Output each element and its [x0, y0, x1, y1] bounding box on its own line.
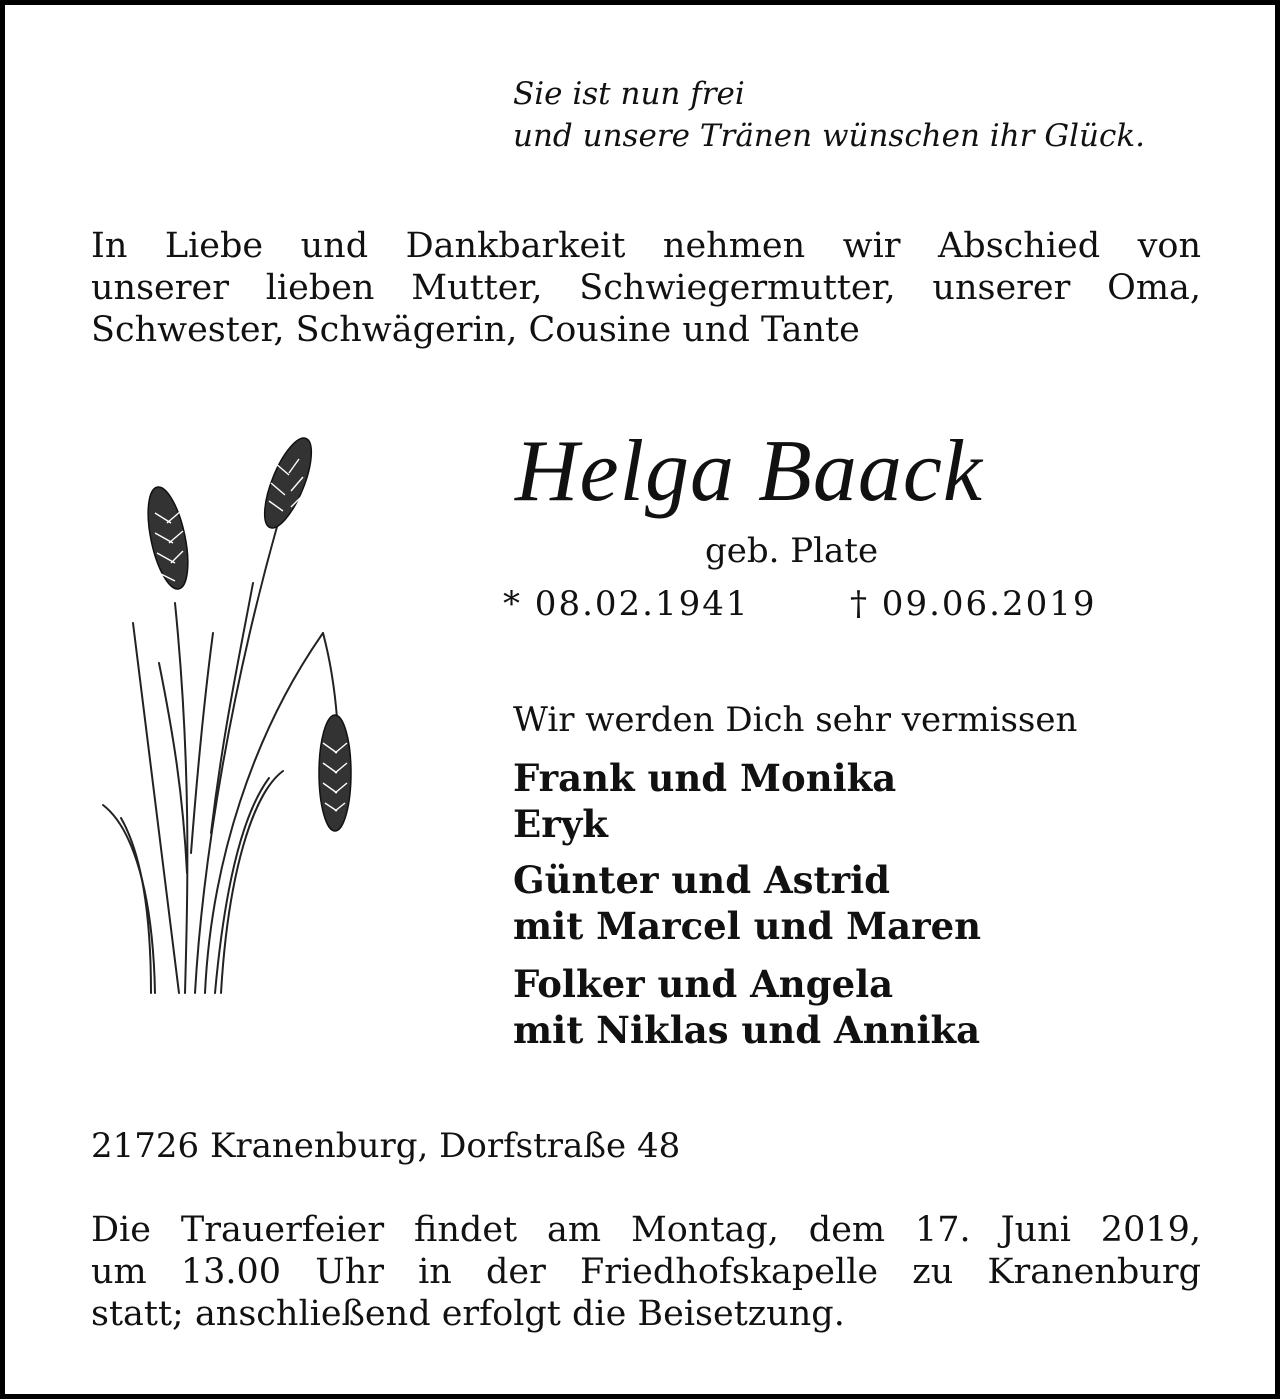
service-line-3: statt; anschließend erfolgt die Beisetzung.	[91, 1294, 845, 1334]
maiden-name: geb. Plate	[705, 531, 879, 571]
service-line-1: Die Trauerfeier findet am Montag, dem 17. Juni 2019,	[91, 1210, 1201, 1250]
mourner-group-1-line-2: Eryk	[513, 802, 608, 846]
service-line-2: um 13.00 Uhr in der Friedhofskapelle zu Kranenburg	[91, 1252, 1201, 1292]
service-text	[91, 1209, 1201, 1335]
intro-line-3: Schwester, Schwägerin, Cousine und Tante	[91, 310, 860, 350]
motto-line-1: Sie ist nun frei	[513, 76, 745, 112]
intro-text	[91, 225, 1201, 351]
death-date: † 09.06.2019	[850, 584, 1097, 624]
intro-line-1: In Liebe und Dankbarkeit nehmen wir Abschied von	[91, 226, 1201, 266]
mourner-group-3-line-2: mit Niklas und Annika	[513, 1008, 981, 1052]
mourner-group-1-line-1: Frank und Monika	[513, 756, 897, 800]
wheat-ears-icon	[93, 433, 383, 1013]
mourners-heading: Wir werden Dich sehr vermissen	[513, 700, 1078, 740]
mourner-group-2-line-2: mit Marcel und Maren	[513, 904, 982, 948]
mourner-group-2-line-1: Günter und Astrid	[513, 858, 891, 902]
mourner-group-3-line-1: Folker und Angela	[513, 962, 894, 1006]
motto-line-2: und unsere Tränen wünschen ihr Glück.	[513, 118, 1146, 154]
intro-line-2: unserer lieben Mutter, Schwiegermutter, unserer Oma,	[91, 268, 1201, 308]
deceased-name: Helga Baack	[515, 423, 983, 520]
birth-date: * 08.02.1941	[503, 584, 750, 624]
address: 21726 Kranenburg, Dorfstraße 48	[91, 1126, 681, 1166]
